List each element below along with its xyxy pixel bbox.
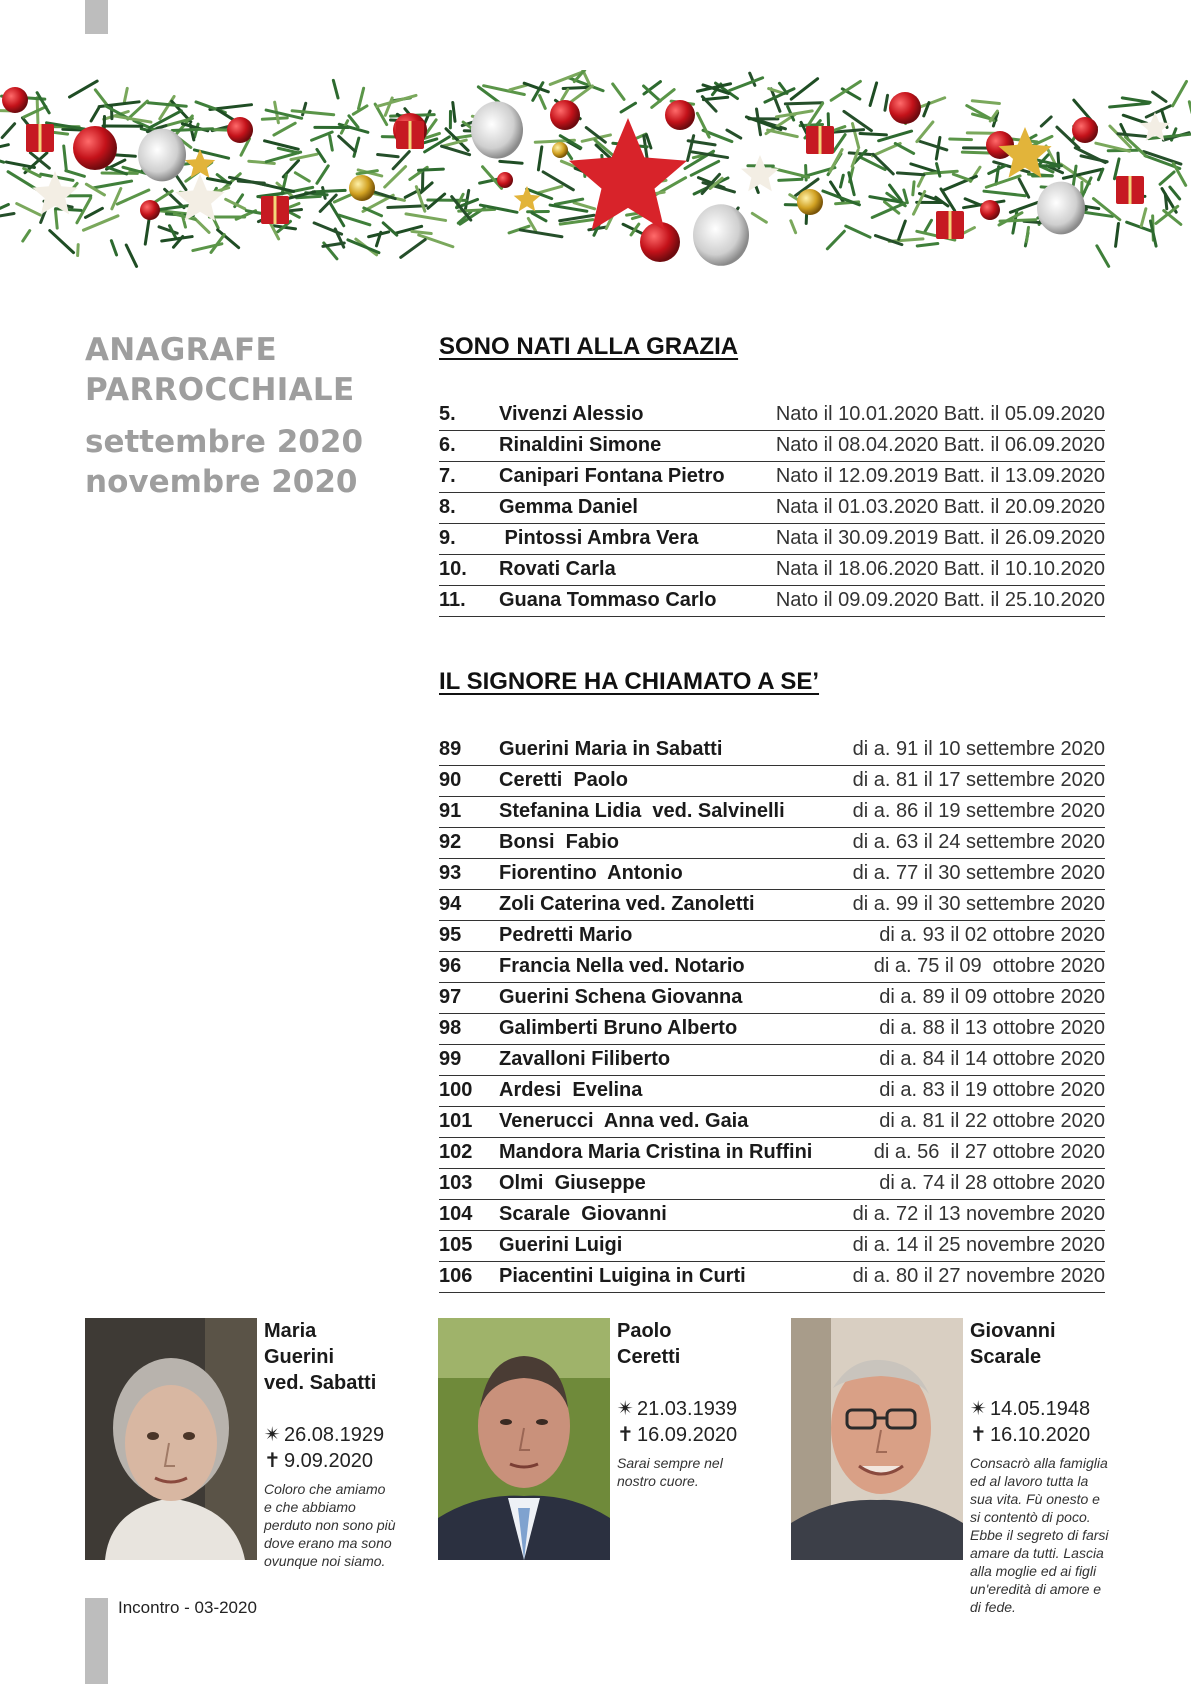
- entry-info: Nato il 12.09.2019 Batt. il 13.09.2020: [775, 465, 1105, 487]
- pine-needle: [913, 182, 914, 195]
- pine-needle: [846, 226, 870, 237]
- entry-info: di a. 81 il 17 settembre 2020: [852, 769, 1105, 791]
- entry-number: 91: [439, 800, 462, 822]
- entry-name: Zoli Caterina ved. Zanoletti: [499, 893, 755, 915]
- pine-needle: [1074, 100, 1091, 119]
- entry-number: 98: [439, 1017, 462, 1039]
- pine-needle: [112, 189, 121, 209]
- entry-number: 96: [439, 955, 462, 977]
- pine-needle: [917, 244, 938, 246]
- table-row: [439, 1045, 1105, 1076]
- entry-info: di a. 89 il 09 ottobre 2020: [879, 986, 1105, 1008]
- entry-info: di a. 88 il 13 ottobre 2020: [879, 1017, 1105, 1039]
- pine-needle: [6, 162, 34, 167]
- birth-date: 26.08.1929: [284, 1424, 385, 1446]
- entry-name: Guerini Luigi: [499, 1234, 623, 1256]
- pine-needle: [111, 241, 116, 255]
- table-row: [439, 890, 1105, 921]
- pine-needle: [779, 179, 802, 180]
- entry-number: 11.: [439, 589, 466, 611]
- entry-info: Nata il 18.06.2020 Batt. il 10.10.2020: [775, 558, 1105, 580]
- entry-name: Pedretti Mario: [499, 924, 633, 946]
- pine-needle: [897, 173, 924, 175]
- pine-needle: [406, 214, 446, 221]
- birth-star-icon: ✴: [617, 1398, 634, 1420]
- pinecone-ornament: [1037, 182, 1085, 235]
- pine-needle: [697, 113, 709, 137]
- entry-info: Nata il 01.03.2020 Batt. il 20.09.2020: [775, 496, 1105, 518]
- memorial-text: [970, 1318, 1120, 1616]
- pine-needle: [23, 231, 30, 241]
- portrait-photo: [85, 1318, 257, 1560]
- entry-info: di a. 74 il 28 ottobre 2020: [879, 1172, 1105, 1194]
- pine-needle: [528, 218, 535, 230]
- pine-needle: [920, 141, 947, 150]
- table-row: [439, 431, 1105, 462]
- entry-number: 101: [439, 1110, 473, 1132]
- births-heading: SONO NATI ALLA GRAZIA: [439, 333, 739, 360]
- red-ornament: [640, 222, 680, 262]
- pinecone-ornament: [471, 101, 523, 158]
- pine-needle: [0, 145, 8, 152]
- pine-needle: [562, 90, 568, 100]
- table-row: [439, 400, 1105, 431]
- table-row: [439, 1262, 1105, 1293]
- pine-needle: [419, 169, 444, 170]
- section-title-block: [85, 330, 415, 502]
- entry-name: Stefanina Lidia ved. Salvinelli: [499, 800, 785, 822]
- pine-needle: [2, 124, 14, 138]
- portrait-photo: [791, 1318, 963, 1560]
- pine-needle: [95, 90, 107, 106]
- entry-name: Zavalloni Filiberto: [499, 1048, 671, 1070]
- entry-name: Francia Nella ved. Notario: [499, 955, 745, 977]
- pine-needle: [317, 149, 325, 161]
- pine-needle: [266, 152, 300, 162]
- red-ornament: [73, 126, 117, 170]
- pine-needle: [93, 181, 131, 188]
- pine-needle: [773, 168, 809, 177]
- pine-needle: [339, 136, 356, 151]
- entry-name: Canipari Fontana Pietro: [499, 465, 725, 487]
- entry-name: Guana Tommaso Carlo: [499, 589, 717, 611]
- entry-info: di a. 80 il 27 novembre 2020: [852, 1265, 1105, 1287]
- pine-needle: [972, 101, 999, 104]
- pine-needle: [262, 118, 287, 119]
- entry-name: Piacentini Luigina in Curti: [499, 1265, 746, 1287]
- pinecone-ornament: [693, 204, 749, 266]
- pine-needle: [895, 143, 913, 153]
- entry-name: Guerini Maria in Sabatti: [499, 738, 723, 760]
- memorial-name: Maria Guerini ved. Sabatti: [264, 1320, 377, 1394]
- pine-needle: [176, 176, 185, 190]
- pine-needle: [538, 186, 562, 193]
- entry-info: di a. 63 il 24 settembre 2020: [852, 831, 1105, 853]
- memorial-note: Sarai sempre nel nostro cuore.: [617, 1455, 723, 1489]
- pine-needle: [50, 231, 74, 253]
- entry-number: 8.: [439, 496, 456, 518]
- memorial-name: Giovanni Scarale: [970, 1320, 1056, 1368]
- red-ornament: [2, 87, 28, 113]
- pine-needle: [870, 83, 877, 106]
- pine-needle: [160, 205, 192, 209]
- entry-number: 105: [439, 1234, 473, 1256]
- pine-needle: [1123, 115, 1147, 123]
- pinecone-ornament: [138, 129, 186, 182]
- memorial-name: Paolo Ceretti: [617, 1320, 681, 1368]
- pine-needle: [453, 102, 455, 121]
- pine-needle: [621, 103, 635, 112]
- table-row: [439, 735, 1105, 766]
- period-line-2: novembre 2020: [85, 464, 358, 500]
- table-row: [439, 1138, 1105, 1169]
- pine-needle: [64, 146, 67, 169]
- gold-star-ornament: [514, 186, 541, 211]
- pine-needle: [1164, 211, 1181, 225]
- white-star-ornament: [741, 155, 779, 191]
- pine-needle: [172, 129, 212, 131]
- death-date: 16.10.2020: [990, 1424, 1091, 1446]
- pine-needle: [1141, 209, 1146, 226]
- pine-needle: [1146, 106, 1170, 117]
- pine-needle: [1085, 212, 1113, 216]
- entry-number: 5.: [439, 403, 456, 425]
- pine-needle: [984, 191, 1025, 196]
- entry-info: di a. 99 il 30 settembre 2020: [852, 893, 1105, 915]
- pine-needle: [55, 210, 57, 228]
- pine-needle: [1110, 103, 1149, 107]
- pine-needle: [401, 240, 425, 258]
- pine-needle: [1173, 81, 1187, 105]
- entry-name: Venerucci Anna ved. Gaia: [499, 1110, 749, 1132]
- title-line-2: PARROCCHIALE: [85, 372, 355, 408]
- birth-date: 14.05.1948: [990, 1398, 1091, 1420]
- pine-needle: [385, 167, 406, 187]
- pine-needle: [944, 176, 976, 190]
- entry-number: 10.: [439, 558, 467, 580]
- pine-needle: [229, 177, 268, 185]
- entry-info: di a. 91 il 10 settembre 2020: [852, 738, 1105, 760]
- pine-needle: [844, 111, 871, 130]
- entry-number: 102: [439, 1141, 473, 1163]
- pine-needle: [364, 208, 382, 216]
- entry-name: Fiorentino Antonio: [499, 862, 683, 884]
- entry-info: di a. 84 il 14 ottobre 2020: [879, 1048, 1105, 1070]
- entry-info: Nata il 30.09.2019 Batt. il 26.09.2020: [775, 527, 1105, 549]
- pine-needle: [314, 223, 341, 234]
- deaths-list: [439, 735, 1105, 1293]
- pine-needle: [412, 231, 431, 233]
- table-row: [439, 766, 1105, 797]
- pine-needle: [317, 166, 328, 183]
- red-ornament: [497, 172, 513, 188]
- entry-name: Guerini Schena Giovanna: [499, 986, 743, 1008]
- table-row: [439, 555, 1105, 586]
- pine-needle: [967, 106, 994, 121]
- table-row: [439, 859, 1105, 890]
- pine-needle: [1153, 92, 1166, 101]
- pine-needle: [348, 240, 379, 253]
- entry-name: Pintossi Ambra Vera: [499, 527, 699, 549]
- entry-name: Ceretti Paolo: [499, 769, 628, 791]
- pine-needle: [330, 203, 344, 226]
- pine-needle: [904, 190, 908, 203]
- pine-needle: [378, 154, 398, 156]
- entry-info: di a. 14 il 25 novembre 2020: [852, 1234, 1105, 1256]
- table-row: [439, 1076, 1105, 1107]
- entry-info: Nato il 08.04.2020 Batt. il 06.09.2020: [775, 434, 1105, 456]
- entry-number: 100: [439, 1079, 473, 1101]
- pine-needle: [1127, 222, 1152, 231]
- portrait-photo: [438, 1318, 610, 1560]
- entry-number: 95: [439, 924, 462, 946]
- pine-needle: [1173, 163, 1185, 185]
- death-date: 9.09.2020: [284, 1450, 373, 1472]
- entry-name: Olmi Giuseppe: [499, 1172, 646, 1194]
- entry-info: Nato il 09.09.2020 Batt. il 25.10.2020: [775, 589, 1105, 611]
- pine-needle: [840, 175, 843, 187]
- pine-needle: [1160, 172, 1174, 184]
- red-ornament: [140, 200, 160, 220]
- table-row: [439, 1231, 1105, 1262]
- pine-needle: [0, 204, 8, 219]
- pine-needle: [917, 122, 933, 142]
- entry-number: 90: [439, 769, 462, 791]
- pine-needle: [885, 95, 888, 110]
- gold-ornament: [552, 142, 568, 158]
- pine-needle: [385, 98, 392, 115]
- death-cross-icon: ✝: [970, 1424, 987, 1446]
- pine-needle: [540, 96, 546, 109]
- table-row: [439, 462, 1105, 493]
- pine-needle: [950, 139, 972, 140]
- table-row: [439, 524, 1105, 555]
- pine-needle: [295, 173, 309, 181]
- pine-needle: [292, 111, 334, 115]
- pine-needle: [768, 130, 798, 137]
- memorial-note: Consacrò alla famiglia ed al lavoro tutta la sua vita. Fù onesto e si contentò di poco. Ebbe il segreto di farsi amare da tutti. Lascia alla moglie ed ai figli un'eredità di amore e di fede.: [970, 1455, 1109, 1615]
- memorial-note: Coloro che amiamo e che abbiamo perduto non sono più dove erano ma sono ovunque noi siamo.: [264, 1481, 396, 1569]
- pine-needle: [899, 221, 906, 239]
- table-row: [439, 1169, 1105, 1200]
- entry-number: 9.: [439, 527, 456, 549]
- pine-needle: [17, 204, 41, 216]
- entry-number: 97: [439, 986, 462, 1008]
- table-row: [439, 1107, 1105, 1138]
- pine-needle: [85, 208, 102, 217]
- table-row: [439, 921, 1105, 952]
- entry-number: 104: [439, 1203, 473, 1225]
- entry-number: 99: [439, 1048, 462, 1070]
- pine-needle: [785, 103, 822, 104]
- red-ornament: [980, 200, 1000, 220]
- red-ornament: [1072, 117, 1098, 143]
- entry-name: Gemma Daniel: [499, 496, 638, 518]
- pine-needle: [1170, 187, 1180, 199]
- memorial-text: [264, 1318, 414, 1570]
- red-ornament: [550, 100, 580, 130]
- entry-number: 92: [439, 831, 462, 853]
- table-row: [439, 493, 1105, 524]
- pine-needle: [349, 116, 358, 127]
- memorial-dates: [264, 1422, 414, 1474]
- pine-needle: [703, 97, 727, 99]
- pine-needle: [911, 164, 939, 173]
- table-row: [439, 1014, 1105, 1045]
- pine-needle: [0, 214, 14, 220]
- pine-needle: [1027, 227, 1029, 241]
- entry-number: 89: [439, 738, 462, 760]
- memorial-dates: [970, 1396, 1120, 1448]
- pine-needle: [78, 245, 79, 256]
- christmas-garland-image: [0, 70, 1191, 300]
- pine-needle: [195, 218, 209, 232]
- entry-number: 6.: [439, 434, 456, 456]
- entry-number: 7.: [439, 465, 456, 487]
- entry-name: Scarale Giovanni: [499, 1203, 667, 1225]
- pine-needle: [24, 107, 46, 117]
- entry-info: di a. 93 il 02 ottobre 2020: [879, 924, 1105, 946]
- pine-needle: [388, 206, 426, 208]
- pine-needle: [145, 219, 149, 244]
- pine-needle: [377, 95, 416, 106]
- entry-name: Rinaldini Simone: [499, 434, 662, 456]
- pine-needle: [827, 231, 844, 249]
- pine-needle: [510, 85, 527, 90]
- pine-needle: [330, 136, 333, 150]
- entry-name: Bonsi Fabio: [499, 831, 619, 853]
- birth-star-icon: ✴: [264, 1424, 281, 1446]
- title-line-1: ANAGRAFE: [85, 332, 277, 368]
- pine-needle: [354, 138, 359, 156]
- pine-needle: [126, 245, 136, 266]
- pine-needle: [727, 130, 741, 138]
- pine-needle: [986, 176, 1020, 187]
- entry-info: di a. 72 il 13 novembre 2020: [852, 1203, 1105, 1225]
- pine-needle: [563, 87, 588, 88]
- entry-info: di a. 83 il 19 ottobre 2020: [879, 1079, 1105, 1101]
- pine-needle: [999, 213, 1022, 225]
- footer-label: Incontro - 03-2020: [118, 1598, 257, 1617]
- pine-needle: [83, 216, 118, 230]
- death-cross-icon: ✝: [264, 1450, 281, 1472]
- pine-needle: [953, 174, 970, 180]
- pine-needle: [752, 213, 766, 222]
- death-date: 16.09.2020: [637, 1424, 738, 1446]
- birth-star-icon: ✴: [970, 1398, 987, 1420]
- entry-info: di a. 77 il 30 settembre 2020: [852, 862, 1105, 884]
- page-tab-top: [85, 0, 108, 34]
- pine-needle: [91, 108, 99, 121]
- pine-needle: [925, 220, 932, 231]
- table-row: [439, 828, 1105, 859]
- pine-needle: [1118, 134, 1149, 137]
- entry-name: Mandora Maria Cristina in Ruffini: [499, 1141, 813, 1163]
- memorial-text: [617, 1318, 767, 1490]
- pine-needle: [791, 221, 796, 233]
- gold-ornament: [349, 175, 375, 201]
- entry-name: Vivenzi Alessio: [499, 403, 644, 425]
- entry-number: 93: [439, 862, 462, 884]
- pine-needle: [274, 123, 295, 135]
- pine-needle: [1041, 117, 1051, 126]
- red-ornament: [889, 92, 921, 124]
- entry-name: Galimberti Bruno Alberto: [499, 1017, 738, 1039]
- red-ornament: [665, 100, 695, 130]
- pine-needle: [500, 161, 522, 163]
- pine-needle: [860, 133, 886, 134]
- table-row: [439, 952, 1105, 983]
- pine-needle: [70, 81, 98, 97]
- pine-needle: [359, 88, 364, 108]
- pine-needle: [66, 171, 85, 177]
- entry-number: 103: [439, 1172, 473, 1194]
- table-row: [439, 586, 1105, 617]
- pine-needle: [729, 78, 762, 91]
- entry-number: 94: [439, 893, 462, 915]
- pine-needle: [538, 147, 541, 170]
- gold-ornament: [797, 189, 823, 215]
- entry-info: di a. 86 il 19 settembre 2020: [852, 800, 1105, 822]
- birth-date: 21.03.1939: [637, 1398, 738, 1420]
- pine-needle: [1114, 159, 1119, 179]
- table-row: [439, 797, 1105, 828]
- pine-needle: [1000, 220, 1035, 221]
- pine-needle: [1073, 166, 1076, 185]
- period-line-1: settembre 2020: [85, 424, 364, 460]
- pine-needle: [524, 83, 548, 92]
- pine-needle: [1116, 223, 1119, 246]
- entry-info: di a. 81 il 22 ottobre 2020: [879, 1110, 1105, 1132]
- pine-needle: [0, 155, 4, 163]
- pine-needle: [613, 84, 624, 99]
- pine-needle: [56, 209, 81, 211]
- entry-info: Nato il 10.01.2020 Batt. il 05.09.2020: [775, 403, 1105, 425]
- red-ornament: [227, 117, 253, 143]
- pine-needle: [574, 203, 595, 209]
- table-row: [439, 983, 1105, 1014]
- death-cross-icon: ✝: [617, 1424, 634, 1446]
- red-star-ornament: [569, 118, 687, 230]
- entry-name: Rovati Carla: [499, 558, 616, 580]
- entry-number: 106: [439, 1265, 473, 1287]
- entry-name: Ardesi Evelina: [499, 1079, 643, 1101]
- entry-info: di a. 56 il 27 ottobre 2020: [873, 1141, 1105, 1163]
- deaths-heading: IL SIGNORE HA CHIAMATO A SE’: [439, 668, 820, 695]
- births-list: [439, 400, 1105, 617]
- pine-needle: [532, 213, 546, 221]
- pine-needle: [520, 230, 562, 237]
- entry-info: di a. 75 il 09 ottobre 2020: [873, 955, 1105, 977]
- pine-needle: [124, 88, 127, 101]
- pine-needle: [148, 103, 186, 107]
- page-tab-bottom: [85, 1598, 108, 1684]
- pine-needle: [1010, 202, 1038, 212]
- table-row: [439, 1200, 1105, 1231]
- pine-needle: [1122, 98, 1150, 102]
- pine-needle: [1097, 246, 1109, 267]
- memorial-dates: [617, 1396, 767, 1448]
- pine-needle: [852, 124, 858, 148]
- pine-needle: [333, 80, 338, 98]
- pine-needle: [313, 190, 345, 191]
